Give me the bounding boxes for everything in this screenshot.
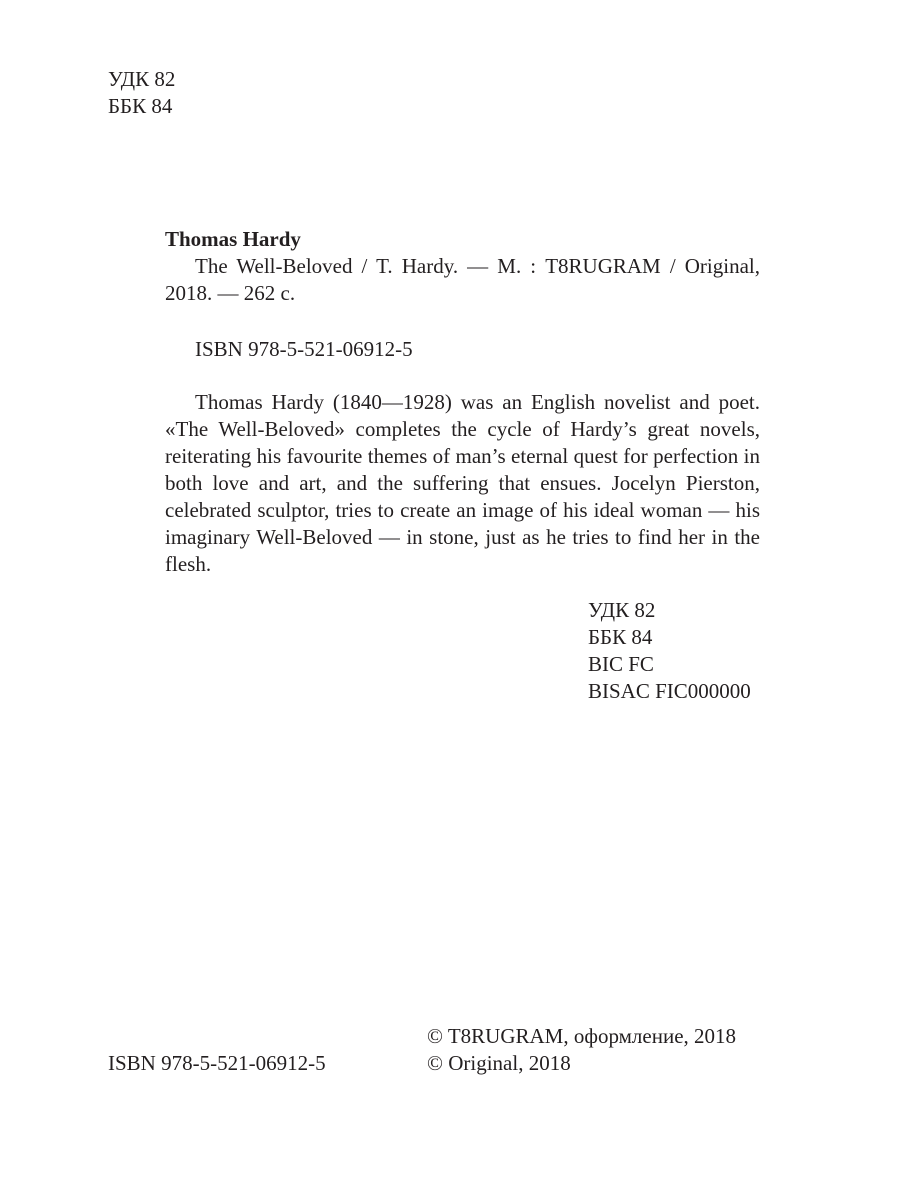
classification-codes (588, 597, 751, 705)
footer-isbn-text: ISBN 978-5-521-06912-5 (108, 1051, 326, 1075)
class-code-bbk: ББК 84 (588, 625, 653, 649)
bibliographic-description: The Well-Beloved / T. Hardy. — М. : T8RUGRAM / Original, 2018. — 262 с. (165, 254, 760, 305)
copyright-design: © T8RUGRAM, оформление, 2018 (427, 1024, 737, 1048)
record-isbn: ISBN 978-5-521-06912-5 (195, 337, 413, 361)
author-name: Thomas Hardy (165, 227, 301, 251)
catalog-record (165, 226, 760, 578)
class-code-udk: УДК 82 (588, 598, 656, 622)
annotation: Thomas Hardy (1840—1928) was an English novelist and poet. «The Well-Beloved» completes the cycle of Hardy’s great novels, reiterating his favourite themes of man’s eternal quest for perfection in both love and art, and the suffering that ensues. Jocelyn Pierston, celebrated sculptor, tries to create an image of his ideal woman — his imaginary Well-Beloved — in stone, just as he tries to find her in the flesh. (165, 390, 760, 576)
udk-code: УДК 82 (108, 67, 176, 91)
class-code-bic: BIC FC (588, 652, 654, 676)
top-classification (108, 66, 175, 120)
bbk-code: ББК 84 (108, 94, 173, 118)
class-code-bisac: BISAC FIC000000 (588, 679, 751, 703)
copyright-original: © Original, 2018 (427, 1051, 571, 1075)
footer-isbn (108, 1050, 326, 1077)
copyright-block (427, 1023, 736, 1077)
